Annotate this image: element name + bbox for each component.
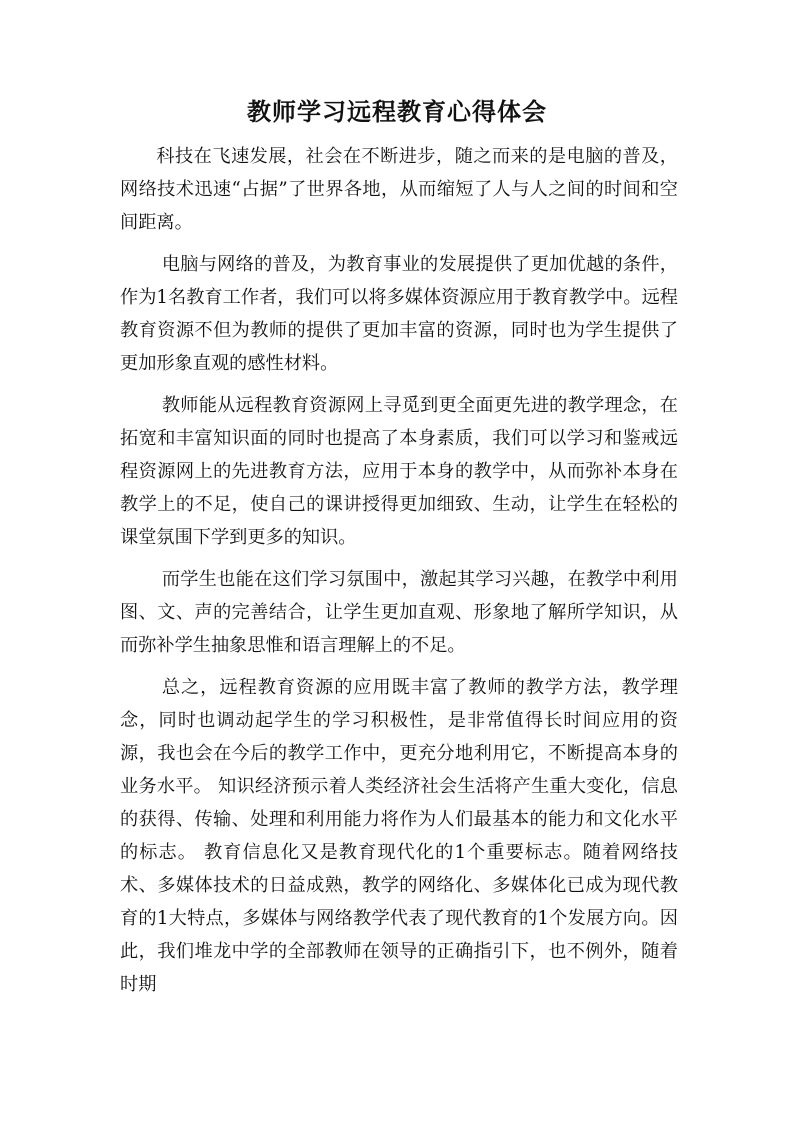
document-title: 教师学习远程教育心得体会 <box>247 97 547 126</box>
paragraph: 而学生也能在这们学习氛围中，激起其学习兴趣，在教学中利用图、文、声的完善结合，让学生更加直观、形象地了解所学知识，从而弥补学生抽象思惟和语言理解上的不足。 <box>120 569 678 656</box>
paragraph: 总之，远程教育资源的应用既丰富了教师的教学方法，教学理念，同时也调动起学生的学习积极性，是非常值得长时间应用的资源，我也会在今后的教学工作中，更充分地利用它，不断提高本身的业务水平。 知识经济预示着人类经济社会生活将产生重大变化，信息的获得、传输、处理和利用能力将作为人们最基本的能力和文化水平的标志。 教育信息化又是教育现代化的1个重要标志。随着网络技术、多媒体技术的日益成熟，教学的网络化、多媒体化已成为现代教育的1大特点，多媒体与网络教学代表了现代教育的1个发展方向。因此，我们堆龙中学的全部教师在领导的正确指引下，也不例外，随着时期 <box>120 677 678 995</box>
paragraph: 电脑与网络的普及，为教育事业的发展提供了更加优越的条件，作为1名教育工作者，我们可以将多媒体资源应用于教育教学中。远程教育资源不但为教师的提供了更加丰富的资源，同时也为学生提供了更加形象直观的感性材料。 <box>120 254 678 374</box>
paragraph: 教师能从远程教育资源网上寻觅到更全面更先进的教学理念，在拓宽和丰富知识面的同时也提高了本身素质，我们可以学习和鉴戒远程资源网上的先进教育方法，应用于本身的教学中，从而弥补本身在教学上的不足，使自己的课讲授得更加细致、生动，让学生在轻松的课堂氛围下学到更多的知识。 <box>120 395 678 548</box>
paragraph: 科技在飞速发展，社会在不断进步，随之而来的是电脑的普及，网络技术迅速“占据”了世界各地，从而缩短了人与人之间的时间和空间距离。 <box>120 146 678 233</box>
document-body <box>120 140 678 1010</box>
